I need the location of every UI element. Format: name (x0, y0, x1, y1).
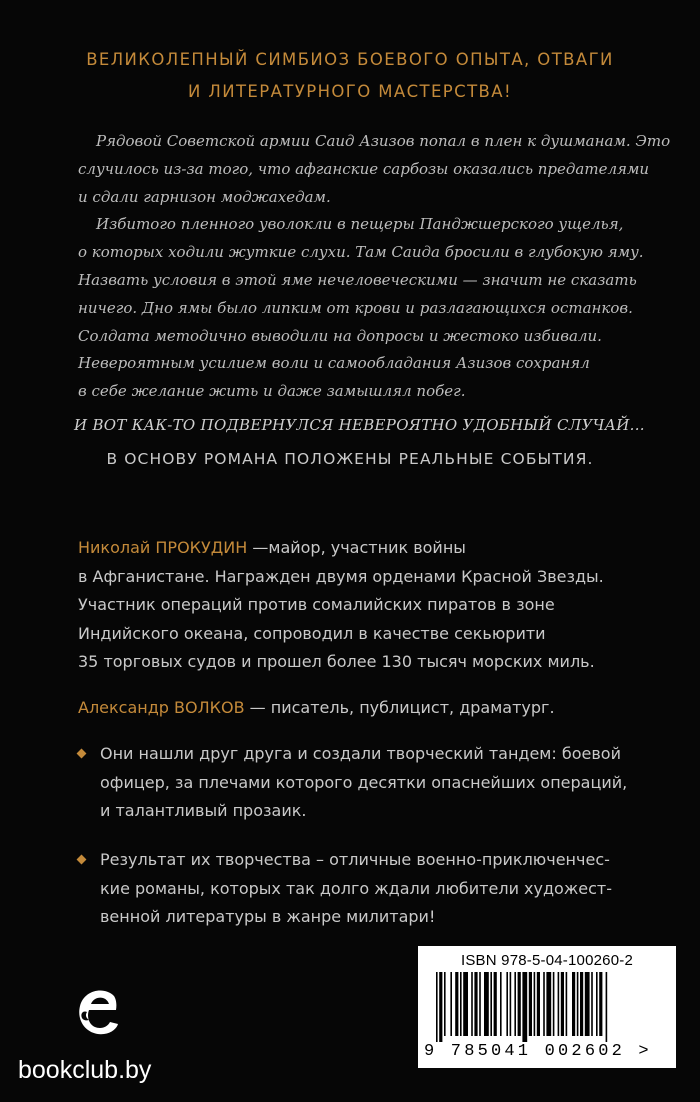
barcode-bar (566, 972, 568, 1036)
barcode-bar (460, 972, 462, 1036)
barcode-bar (596, 972, 598, 1036)
author-2-name: Александр ВОЛКОВ (78, 698, 245, 717)
barcode-digits: 9 785041 002602 > (424, 1042, 652, 1061)
barcode-box (418, 946, 676, 1068)
bullet-line: офицер, за плечами которого десятки опаснейших операций, (100, 772, 628, 792)
barcode-bar (585, 972, 590, 1036)
bullet-result (78, 846, 678, 932)
barcode-bar (522, 972, 527, 1042)
barcode-bar (494, 972, 497, 1036)
barcode-bar (599, 972, 602, 1036)
author-2-role: — писатель, публицист, драматург. (244, 698, 555, 717)
barcode-bar (479, 972, 481, 1036)
barcode-bars (436, 972, 660, 1042)
barcode-bar (490, 972, 492, 1036)
barcode-bar (471, 972, 473, 1036)
story-line: случилось из-за того, что афганские сарбозы оказались предателями (78, 159, 650, 178)
barcode-bar (591, 972, 593, 1036)
barcode-bar (444, 972, 446, 1036)
barcode-bar (514, 972, 516, 1036)
barcode-bar (439, 972, 442, 1042)
bullet-line: Результат их творчества – отличные военно-приключенчес- (100, 850, 610, 869)
barcode-bar (450, 972, 452, 1036)
bullet-line: и талантливый прозаик. (100, 801, 307, 820)
story-line: ничего. Дно ямы было липким от крови и разлагающихся останков. (78, 298, 633, 317)
barcode-bar (500, 972, 502, 1036)
author-1-line: Участник операций против сомалийских пиратов в зоне (78, 595, 555, 614)
barcode-bar (518, 972, 521, 1036)
barcode-bar (537, 972, 540, 1036)
based-on-note: В ОСНОВУ РОМАНА ПОЛОЖЕНЫ РЕАЛЬНЫЕ СОБЫТИЯ. (106, 450, 594, 468)
barcode-bar (534, 972, 536, 1036)
author-2-bio (78, 694, 658, 723)
author-1-name: Николай ПРОКУДИН (78, 538, 248, 557)
barcode-bar (510, 972, 512, 1036)
story-line: в себе желание жить и даже замышлял побег. (78, 382, 466, 401)
barcode-bar (436, 972, 438, 1042)
barcode-bar (580, 972, 583, 1036)
story-line: Солдата методично выводили на допросы и жестоко избивали. (78, 326, 602, 345)
story-line: Избитого пленного уволокли в пещеры Панджшерского ущелья, (96, 215, 624, 234)
barcode-bar (484, 972, 489, 1036)
barcode-bar (553, 972, 555, 1036)
eksmo-logo-icon (76, 988, 120, 1038)
barcode-bar (606, 972, 608, 1042)
barcode-bar (463, 972, 468, 1036)
author-1-role: —майор, участник войны (247, 538, 466, 557)
author-1-line: Индийского океана, сопроводил в качестве секьюрити (78, 623, 546, 643)
story-line: Рядовой Советской армии Саид Азизов попал в плен к душманам. Это (96, 132, 671, 150)
story-line: Назвать условия в этой яме нечеловеческими — значит не сказать (78, 270, 637, 289)
headline-line-1: ВЕЛИКОЛЕПНЫЙ СИМБИОЗ БОЕВОГО ОПЫТА, ОТВАГИ (86, 50, 614, 69)
isbn-text: ISBN 978-5-04-100260-2 (460, 952, 633, 969)
headline (0, 44, 700, 108)
story-line: Невероятным усилием воли и самообладания Азизов сохранял (78, 354, 590, 373)
barcode-bar (572, 972, 575, 1036)
barcode-bar (577, 972, 579, 1036)
barcode-bar (506, 972, 508, 1036)
author-1-line: 35 торговых судов и прошел более 130 тысяч морских миль. (78, 652, 595, 671)
author-1-bio (78, 534, 658, 677)
site-watermark: bookclub.by (18, 1056, 152, 1084)
barcode-bar (561, 972, 564, 1036)
barcode-bar (529, 972, 532, 1036)
barcode-bar (455, 972, 458, 1036)
bullet-line: Они нашли друг друга и создали творческий тандем: боевой (100, 744, 621, 763)
bullet-line: венной литературы в жанре милитари! (100, 907, 436, 926)
story-line: и сдали гарнизон моджахедам. (78, 187, 331, 206)
barcode-bar (543, 972, 545, 1036)
bullet-tandem (78, 740, 678, 826)
story-closing: И ВОТ КАК-ТО ПОДВЕРНУЛСЯ НЕВЕРОЯТНО УДОБНЫЙ СЛУЧАЙ... (74, 415, 645, 434)
barcode-bar (558, 972, 560, 1036)
bullet-line: кие романы, которых так долго ждали любители художест- (100, 878, 612, 898)
author-1-line: в Афганистане. Награжден двумя орденами Красной Звезды. (78, 566, 604, 586)
headline-line-2: И ЛИТЕРАТУРНОГО МАСТЕРСТВА! (188, 82, 512, 101)
barcode-bar (546, 972, 551, 1036)
barcode-bar (474, 972, 477, 1036)
story-line: о которых ходили жуткие слухи. Там Саида бросили в глубокую яму. (78, 243, 644, 262)
story-blurb (74, 128, 678, 440)
